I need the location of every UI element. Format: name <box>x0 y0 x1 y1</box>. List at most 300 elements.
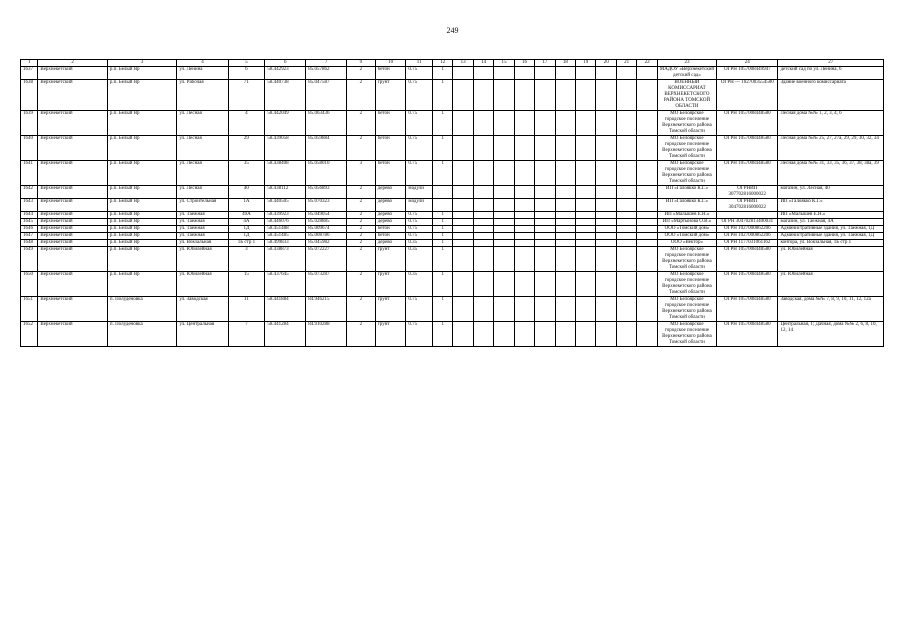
district-cell: Верхнекетский <box>38 212 108 219</box>
table-row <box>21 272 884 297</box>
longitude-cell: 85.045982 <box>306 240 347 247</box>
column-number: 9 <box>347 60 376 67</box>
addresses-cell: Здание военного комиссариата <box>778 80 884 111</box>
table-row <box>21 297 884 322</box>
empty-cell <box>514 322 534 347</box>
longitude-cell: 85.058010 <box>306 161 347 186</box>
table-row <box>21 67 884 80</box>
empty-cell <box>616 247 636 272</box>
empty-cell <box>616 322 636 347</box>
longitude-cell: 85.047587 <box>306 80 347 111</box>
owner-cell: ВОЕННЫЙ КОМИССАРИАТ ВЕРХНЕКЕТСКОГО РАЙОНА ТОМСКОЙ ОБЛАСТИ <box>657 80 716 111</box>
house-cell: 40 <box>228 186 265 199</box>
empty-cell <box>494 247 514 272</box>
street-cell: ул. Вокзальная <box>177 240 228 247</box>
empty-cell <box>494 67 514 80</box>
owner-cell: ИП «Малышев Е.Н.» <box>657 212 716 219</box>
latitude-cell: 58.499833 <box>265 240 306 247</box>
latitude-cell: 58.451488 <box>265 226 306 233</box>
empty-cell <box>535 226 555 233</box>
bins-cell: 2 <box>347 111 376 136</box>
empty-cell <box>576 199 596 212</box>
surface-cell: бетон <box>375 136 406 161</box>
house-cell: 1А <box>228 199 265 212</box>
addresses-cell: магазин, ул. Таежная, 4А <box>778 219 884 226</box>
empty-cell <box>596 240 616 247</box>
longitude-cell: 84.910288 <box>306 322 347 347</box>
longitude-cell: 84.946215 <box>306 297 347 322</box>
bins-cell: 2 <box>347 226 376 233</box>
addresses-cell: Лесная дома №№ 31, 33, 35, 36, 37, 38, 38а, 39 <box>778 161 884 186</box>
empty-cell <box>453 240 473 247</box>
longitude-cell: 85.028885 <box>306 219 347 226</box>
bins-cell: 2 <box>347 297 376 322</box>
bins-cell: 2 <box>347 199 376 212</box>
empty-cell <box>576 240 596 247</box>
table-row <box>21 80 884 111</box>
longitude-cell: 85.070323 <box>306 199 347 212</box>
ogrn-cell: ОГРН — 1027003554500 <box>717 80 778 111</box>
bins-cell: 2 <box>347 272 376 297</box>
bins-cell: 2 <box>347 186 376 199</box>
row-id: 1638 <box>21 80 38 111</box>
longitude-cell: 85.073287 <box>306 272 347 297</box>
empty-cell <box>616 111 636 136</box>
empty-cell <box>514 212 534 219</box>
empty-cell <box>514 161 534 186</box>
empty-cell <box>453 199 473 212</box>
empty-cell <box>596 161 616 186</box>
empty-cell <box>616 226 636 233</box>
addresses-cell: ул. Юбилейная <box>778 272 884 297</box>
street-cell: ул. Лесная <box>177 186 228 199</box>
owner-cell: ООО «Томский дом» <box>657 226 716 233</box>
empty-cell <box>514 136 534 161</box>
empty-cell <box>514 226 534 233</box>
street-cell: ул. Таежная <box>177 212 228 219</box>
district-cell: Верхнекетский <box>38 67 108 80</box>
ogrn-cell: ОГРН 1027000862206 <box>717 233 778 240</box>
empty-cell <box>637 80 657 111</box>
street-cell: ул. Центральная <box>177 322 228 347</box>
column-number: 4 <box>177 60 228 67</box>
bins-cell: 2 <box>347 322 376 347</box>
column-number: 18 <box>555 60 575 67</box>
empty-cell <box>473 161 493 186</box>
owner-cell: ИП «Галоякко К.Г.» <box>657 199 716 212</box>
empty-cell <box>473 67 493 80</box>
empty-cell <box>637 212 657 219</box>
empty-cell <box>555 240 575 247</box>
owner-cell: ООО «Вектор» <box>657 240 716 247</box>
surface-cell: бетон <box>375 111 406 136</box>
table-row <box>21 226 884 233</box>
latitude-cell: 58.439058 <box>265 136 306 161</box>
street-cell: ул. Ленина <box>177 67 228 80</box>
ogrn-cell: ОГРН 1057008448580 <box>717 272 778 297</box>
locality-cell: р.п. Белый Яр <box>107 186 177 199</box>
table-row <box>21 199 884 212</box>
empty-cell <box>473 199 493 212</box>
house-cell: 7 <box>228 322 265 347</box>
empty-cell <box>494 272 514 297</box>
column-number: 5 <box>228 60 265 67</box>
empty-cell <box>494 322 514 347</box>
count-cell: 1 <box>432 136 452 161</box>
ogrn-cell: ОГРНИП 307702816000022 <box>717 186 778 199</box>
area-cell: 0.75 <box>406 212 433 219</box>
empty-cell <box>453 247 473 272</box>
latitude-cell: 58.439923 <box>265 212 306 219</box>
district-cell: Верхнекетский <box>38 186 108 199</box>
street-cell: ул. Лесная <box>177 136 228 161</box>
bins-cell: 3 <box>347 161 376 186</box>
empty-cell <box>576 212 596 219</box>
count-cell: 1 <box>432 80 452 111</box>
empty-cell <box>616 272 636 297</box>
area-cell: 0.35 <box>406 272 433 297</box>
area-cell: 0.75 <box>406 233 433 240</box>
row-id: 1643 <box>21 199 38 212</box>
empty-cell <box>616 233 636 240</box>
count-cell: 1 <box>432 111 452 136</box>
column-number: 17 <box>535 60 555 67</box>
row-id: 1650 <box>21 272 38 297</box>
area-cell: 0.75 <box>406 226 433 233</box>
empty-cell <box>555 161 575 186</box>
empty-cell <box>576 161 596 186</box>
empty-cell <box>576 233 596 240</box>
empty-cell <box>555 136 575 161</box>
addresses-cell: детский сад по ул. Ленина, 6 <box>778 67 884 80</box>
column-number-row <box>21 60 884 67</box>
empty-cell <box>576 219 596 226</box>
bins-cell: 2 <box>347 67 376 80</box>
empty-cell <box>616 212 636 219</box>
owner-cell: МО Белоярское городское поселение Верхнекетского района Томской области <box>657 161 716 186</box>
surface-cell: грунт <box>375 297 406 322</box>
empty-cell <box>535 297 555 322</box>
count-cell: 1 <box>432 161 452 186</box>
empty-cell <box>535 161 555 186</box>
empty-cell <box>576 186 596 199</box>
count-cell: 1 <box>432 226 452 233</box>
locality-cell: р.п. Белый Яр <box>107 233 177 240</box>
empty-cell <box>535 322 555 347</box>
empty-cell <box>453 67 473 80</box>
row-id: 1648 <box>21 240 38 247</box>
count-cell: 1 <box>432 67 452 80</box>
bins-cell: 2 <box>347 80 376 111</box>
empty-cell <box>555 226 575 233</box>
empty-cell <box>596 199 616 212</box>
addresses-cell: ул. Юбилейная <box>778 247 884 272</box>
empty-cell <box>555 111 575 136</box>
table-row <box>21 247 884 272</box>
empty-cell <box>576 80 596 111</box>
empty-cell <box>616 186 636 199</box>
latitude-cell: 58.440505 <box>265 199 306 212</box>
count-cell: 1 <box>432 322 452 347</box>
row-id: 1641 <box>21 161 38 186</box>
empty-cell <box>596 272 616 297</box>
district-cell: Верхнекетский <box>38 161 108 186</box>
empty-cell <box>494 199 514 212</box>
locality-cell: р.п. Белый Яр <box>107 240 177 247</box>
latitude-cell: 58.438873 <box>265 247 306 272</box>
latitude-cell: 58.451485 <box>265 233 306 240</box>
row-id: 1644 <box>21 212 38 219</box>
area-cell: модули <box>406 199 433 212</box>
empty-cell <box>637 322 657 347</box>
empty-cell <box>535 212 555 219</box>
count-cell: 1 <box>432 240 452 247</box>
empty-cell <box>473 212 493 219</box>
empty-cell <box>637 111 657 136</box>
locality-cell: р.п. Белый Яр <box>107 111 177 136</box>
latitude-cell: 58.446076 <box>265 219 306 226</box>
addresses-cell: Центральная, 1; Дачная, дома №№ 2, 6, 8, 10, 12, 14 <box>778 322 884 347</box>
column-number: 11 <box>406 60 433 67</box>
empty-cell <box>637 226 657 233</box>
district-cell: Верхнекетский <box>38 219 108 226</box>
count-cell: 1 <box>432 233 452 240</box>
empty-cell <box>494 297 514 322</box>
empty-cell <box>616 136 636 161</box>
area-cell: 0.35 <box>406 240 433 247</box>
table-row <box>21 219 884 226</box>
house-cell: 4А <box>228 219 265 226</box>
ogrn-cell: ОГРНИП 304702816000022 <box>717 199 778 212</box>
empty-cell <box>473 240 493 247</box>
empty-cell <box>555 219 575 226</box>
count-cell <box>432 186 452 199</box>
surface-cell: дерево <box>375 186 406 199</box>
empty-cell <box>637 297 657 322</box>
owner-cell: ООО «Томский дом» <box>657 233 716 240</box>
column-number: 14 <box>473 60 493 67</box>
surface-cell: бетон <box>375 67 406 80</box>
owner-cell: МО Белоярское городское поселение Верхнекетского района Томской области <box>657 297 716 322</box>
surface-cell: дерево <box>375 199 406 212</box>
empty-cell <box>473 136 493 161</box>
empty-cell <box>494 233 514 240</box>
district-cell: Верхнекетский <box>38 136 108 161</box>
ogrn-cell: ОГРН 1057008448580 <box>717 247 778 272</box>
area-cell: 0.35 <box>406 247 433 272</box>
empty-cell <box>555 212 575 219</box>
row-id: 1651 <box>21 297 38 322</box>
ogrn-cell: ОГРН 1057008448580 <box>717 322 778 347</box>
empty-cell <box>555 322 575 347</box>
owner-cell: ИП «Галоякко К.Г.» <box>657 186 716 199</box>
locality-cell: р.п. Белый Яр <box>107 226 177 233</box>
empty-cell <box>535 186 555 199</box>
empty-cell <box>473 226 493 233</box>
empty-cell <box>616 199 636 212</box>
empty-cell <box>453 272 473 297</box>
empty-cell <box>616 240 636 247</box>
latitude-cell: 58.442049 <box>265 111 306 136</box>
count-cell: 1 <box>432 272 452 297</box>
empty-cell <box>473 247 493 272</box>
house-cell: 1Д <box>228 226 265 233</box>
area-cell: 0.75 <box>406 80 433 111</box>
longitude-cell: 85.008786 <box>306 233 347 240</box>
row-id: 1639 <box>21 111 38 136</box>
latitude-cell: 58.438112 <box>265 186 306 199</box>
column-number: 6 <box>265 60 306 67</box>
empty-cell <box>453 161 473 186</box>
empty-cell <box>637 219 657 226</box>
count-cell: 1 <box>432 219 452 226</box>
latitude-cell: 58.440738 <box>265 80 306 111</box>
area-cell: 0.75 <box>406 111 433 136</box>
locality-cell: р.п. Белый Яр <box>107 67 177 80</box>
table-row <box>21 136 884 161</box>
empty-cell <box>535 199 555 212</box>
owner-cell: МО Белоярское городское поселение Верхнекетского района Томской области <box>657 272 716 297</box>
owner-cell: МО Белоярское городское поселение Верхнекетского района Томской области <box>657 322 716 347</box>
district-cell: Верхнекетский <box>38 233 108 240</box>
empty-cell <box>494 226 514 233</box>
column-number: 19 <box>576 60 596 67</box>
column-number: 3 <box>107 60 177 67</box>
empty-cell <box>453 136 473 161</box>
empty-cell <box>576 111 596 136</box>
owner-cell: МО Белоярское городское поселение Верхнекетского района Томской области <box>657 136 716 161</box>
column-number: 10 <box>375 60 406 67</box>
count-cell: 1 <box>432 247 452 272</box>
ogrn-cell <box>717 212 778 219</box>
column-number: 23 <box>657 60 716 67</box>
column-number: 7 <box>306 60 347 67</box>
empty-cell <box>535 80 555 111</box>
column-number: 22 <box>637 60 657 67</box>
latitude-cell: 58.442923 <box>265 67 306 80</box>
addresses-cell: Административные здания, ул. Таежная, 1Д <box>778 233 884 240</box>
surface-cell: бетон <box>375 233 406 240</box>
empty-cell <box>494 240 514 247</box>
area-cell: 0.75 <box>406 67 433 80</box>
owner-cell: МО Белоярское городское поселение Верхнекетского района Томской области <box>657 111 716 136</box>
column-number: 12 <box>432 60 452 67</box>
locality-cell: р.п. Белый Яр <box>107 199 177 212</box>
empty-cell <box>514 199 534 212</box>
column-number: 20 <box>596 60 616 67</box>
street-cell: ул. Рабочая <box>177 80 228 111</box>
empty-cell <box>616 297 636 322</box>
district-cell: Верхнекетский <box>38 80 108 111</box>
empty-cell <box>473 80 493 111</box>
latitude-cell: 58.441284 <box>265 322 306 347</box>
empty-cell <box>596 80 616 111</box>
empty-cell <box>514 186 534 199</box>
empty-cell <box>596 233 616 240</box>
street-cell: ул. Строительная <box>177 199 228 212</box>
empty-cell <box>473 111 493 136</box>
empty-cell <box>514 233 534 240</box>
empty-cell <box>555 186 575 199</box>
empty-cell <box>535 136 555 161</box>
row-id: 1640 <box>21 136 38 161</box>
surface-cell: дерево <box>375 212 406 219</box>
empty-cell <box>555 247 575 272</box>
house-cell: 11 <box>228 297 265 322</box>
bins-cell: 2 <box>347 136 376 161</box>
empty-cell <box>576 322 596 347</box>
locality-cell: р.п. Белый Яр <box>107 212 177 219</box>
column-number: 21 <box>616 60 636 67</box>
empty-cell <box>616 161 636 186</box>
addresses-cell: контора, ул. Вокзальная, 1Б стр 1 <box>778 240 884 247</box>
empty-cell <box>616 67 636 80</box>
ogrn-cell: ОГРН 1057008448580 <box>717 297 778 322</box>
district-cell: Верхнекетский <box>38 322 108 347</box>
table-row <box>21 212 884 219</box>
empty-cell <box>453 219 473 226</box>
area-cell: 0.75 <box>406 219 433 226</box>
locality-cell: р.п. Белый Яр <box>107 161 177 186</box>
empty-cell <box>494 111 514 136</box>
empty-cell <box>576 247 596 272</box>
latitude-cell: 58.441884 <box>265 297 306 322</box>
district-cell: Верхнекетский <box>38 226 108 233</box>
empty-cell <box>453 322 473 347</box>
locality-cell: р.п. Белый Яр <box>107 247 177 272</box>
house-cell: 29 <box>228 136 265 161</box>
empty-cell <box>514 247 534 272</box>
empty-cell <box>535 272 555 297</box>
area-cell: 0.75 <box>406 161 433 186</box>
street-cell: ул. Таежная <box>177 233 228 240</box>
house-cell: 35 <box>228 161 265 186</box>
locality-cell: р.п. Белый Яр <box>107 219 177 226</box>
ogrn-cell: ОГРН 1177031061162 <box>717 240 778 247</box>
column-number: 1 <box>21 60 38 67</box>
house-cell: 6 <box>228 67 265 80</box>
empty-cell <box>494 136 514 161</box>
surface-cell: грунт <box>375 322 406 347</box>
house-cell: 49А <box>228 212 265 219</box>
empty-cell <box>453 226 473 233</box>
surface-cell: дерево <box>375 219 406 226</box>
empty-cell <box>596 322 616 347</box>
locality-cell: п. Полуденовка <box>107 322 177 347</box>
owner-cell: ИП «Мартынова О.В.» <box>657 219 716 226</box>
bins-cell: 2 <box>347 212 376 219</box>
street-cell: ул. Юбилейная <box>177 247 228 272</box>
empty-cell <box>473 322 493 347</box>
locality-cell: р.п. Белый Яр <box>107 136 177 161</box>
longitude-cell: 85.056893 <box>306 186 347 199</box>
locality-cell: п. Полуденовка <box>107 297 177 322</box>
empty-cell <box>637 272 657 297</box>
empty-cell <box>494 212 514 219</box>
longitude-cell: 85.059884 <box>306 136 347 161</box>
row-id: 1642 <box>21 186 38 199</box>
longitude-cell: 85.049054 <box>306 212 347 219</box>
page-number: 249 <box>446 26 459 35</box>
empty-cell <box>514 219 534 226</box>
empty-cell <box>453 297 473 322</box>
surface-cell: дерево <box>375 240 406 247</box>
ogrn-cell: ОГРН 1057008448580 <box>717 111 778 136</box>
table-row <box>21 322 884 347</box>
empty-cell <box>637 161 657 186</box>
empty-cell <box>473 233 493 240</box>
ogrn-cell: ОГРН 304702813400031 <box>717 219 778 226</box>
